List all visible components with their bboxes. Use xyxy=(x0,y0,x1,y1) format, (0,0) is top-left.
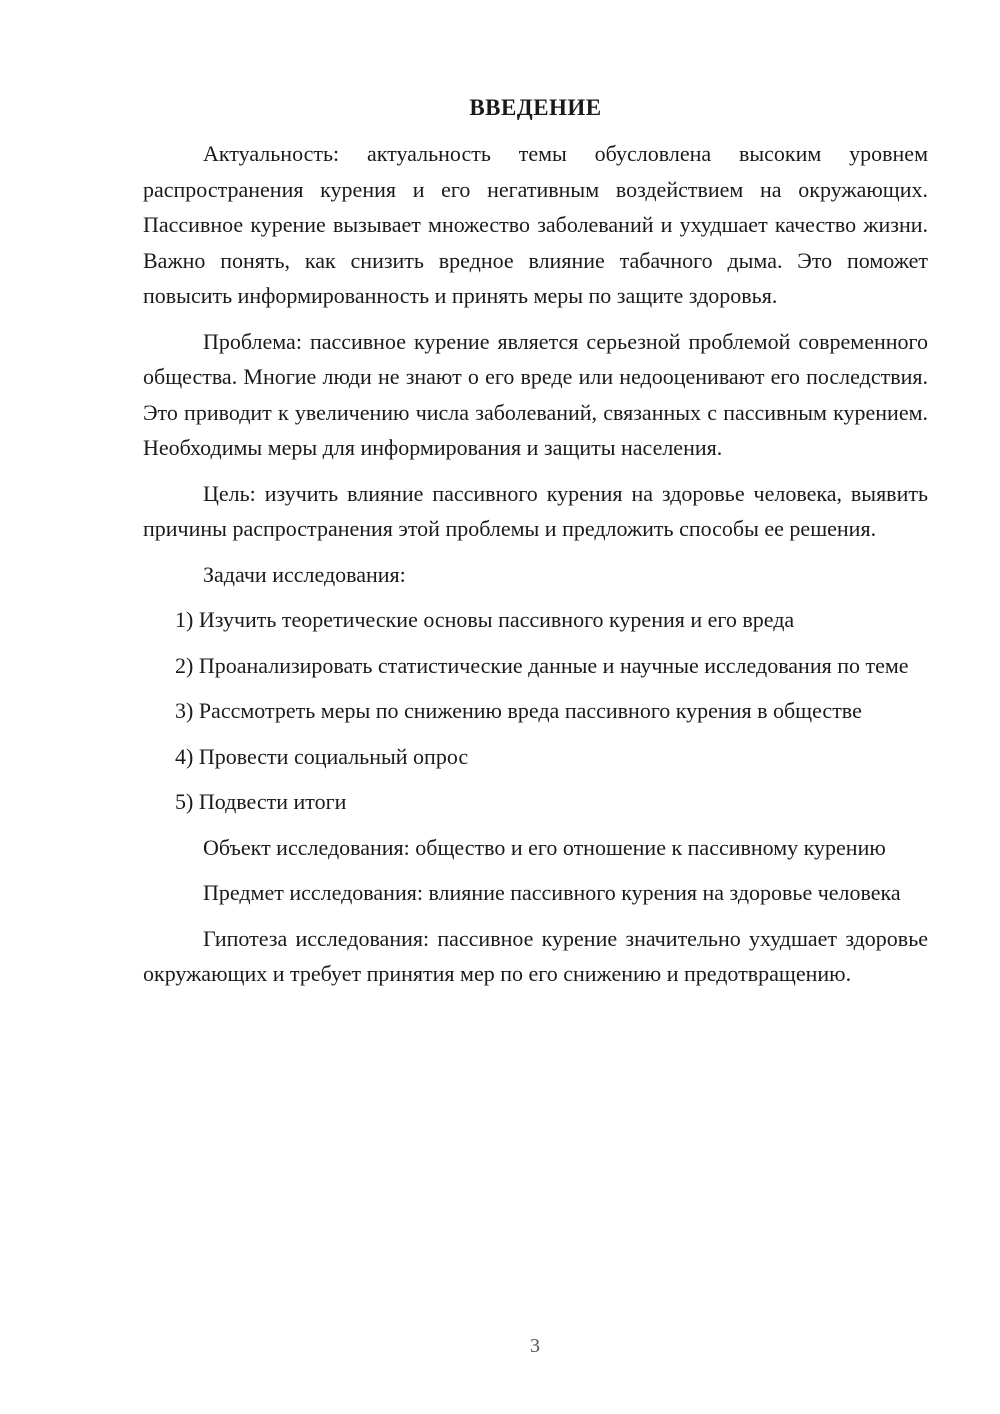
goal-paragraph: Цель: изучить влияние пассивного курения на здоровье человека, выявить причины распространения этой проблемы и предложить способы ее решения. xyxy=(143,480,928,541)
subject-paragraph: Предмет исследования: влияние пассивного курения на здоровье человека xyxy=(203,880,901,905)
task-item-2: 2) Проанализировать статистические данные и научные исследования по теме xyxy=(175,652,909,678)
hypothesis-paragraph: Гипотеза исследования: пассивное курение значительно ухудшает здоровье окружающих и требует принятия мер по его снижению и предотвращению. xyxy=(143,925,928,986)
tasks-heading: Задачи исследования: xyxy=(203,561,406,587)
object-paragraph: Объект исследования: общество и его отношение к пассивному курению xyxy=(203,834,886,860)
task-item-3: 3) Рассмотреть меры по снижению вреда пассивного курения в обществе xyxy=(175,698,862,723)
document-page xyxy=(143,95,928,1002)
task-item-1: 1) Изучить теоретические основы пассивного курения и его вреда xyxy=(175,607,795,632)
problem-paragraph: Проблема: пассивное курение является серьезной проблемой современного общества. Многие люди не знают о его вреде или недооценивают его последствия. Это приводит к увеличению числа заболеваний, связанных с пассивным курением. Необходимы меры для информирования и защиты населения. xyxy=(143,328,928,460)
page-title: ВВЕДЕНИЕ xyxy=(469,95,602,120)
task-item-5: 5) Подвести итоги xyxy=(175,789,347,814)
page-number: 3 xyxy=(530,1335,540,1357)
relevance-paragraph: Актуальность: актуальность темы обусловлена высоким уровнем распространения курения и его негативным воздействием на окружающих. Пассивное курение вызывает множество заболеваний и ухудшает качество жизни. Важно понять, как снизить вредное влияние табачного дыма. Это поможет повысить информированность и принять меры по защите здоровья. xyxy=(143,141,928,308)
task-item-4: 4) Провести социальный опрос xyxy=(175,743,469,769)
